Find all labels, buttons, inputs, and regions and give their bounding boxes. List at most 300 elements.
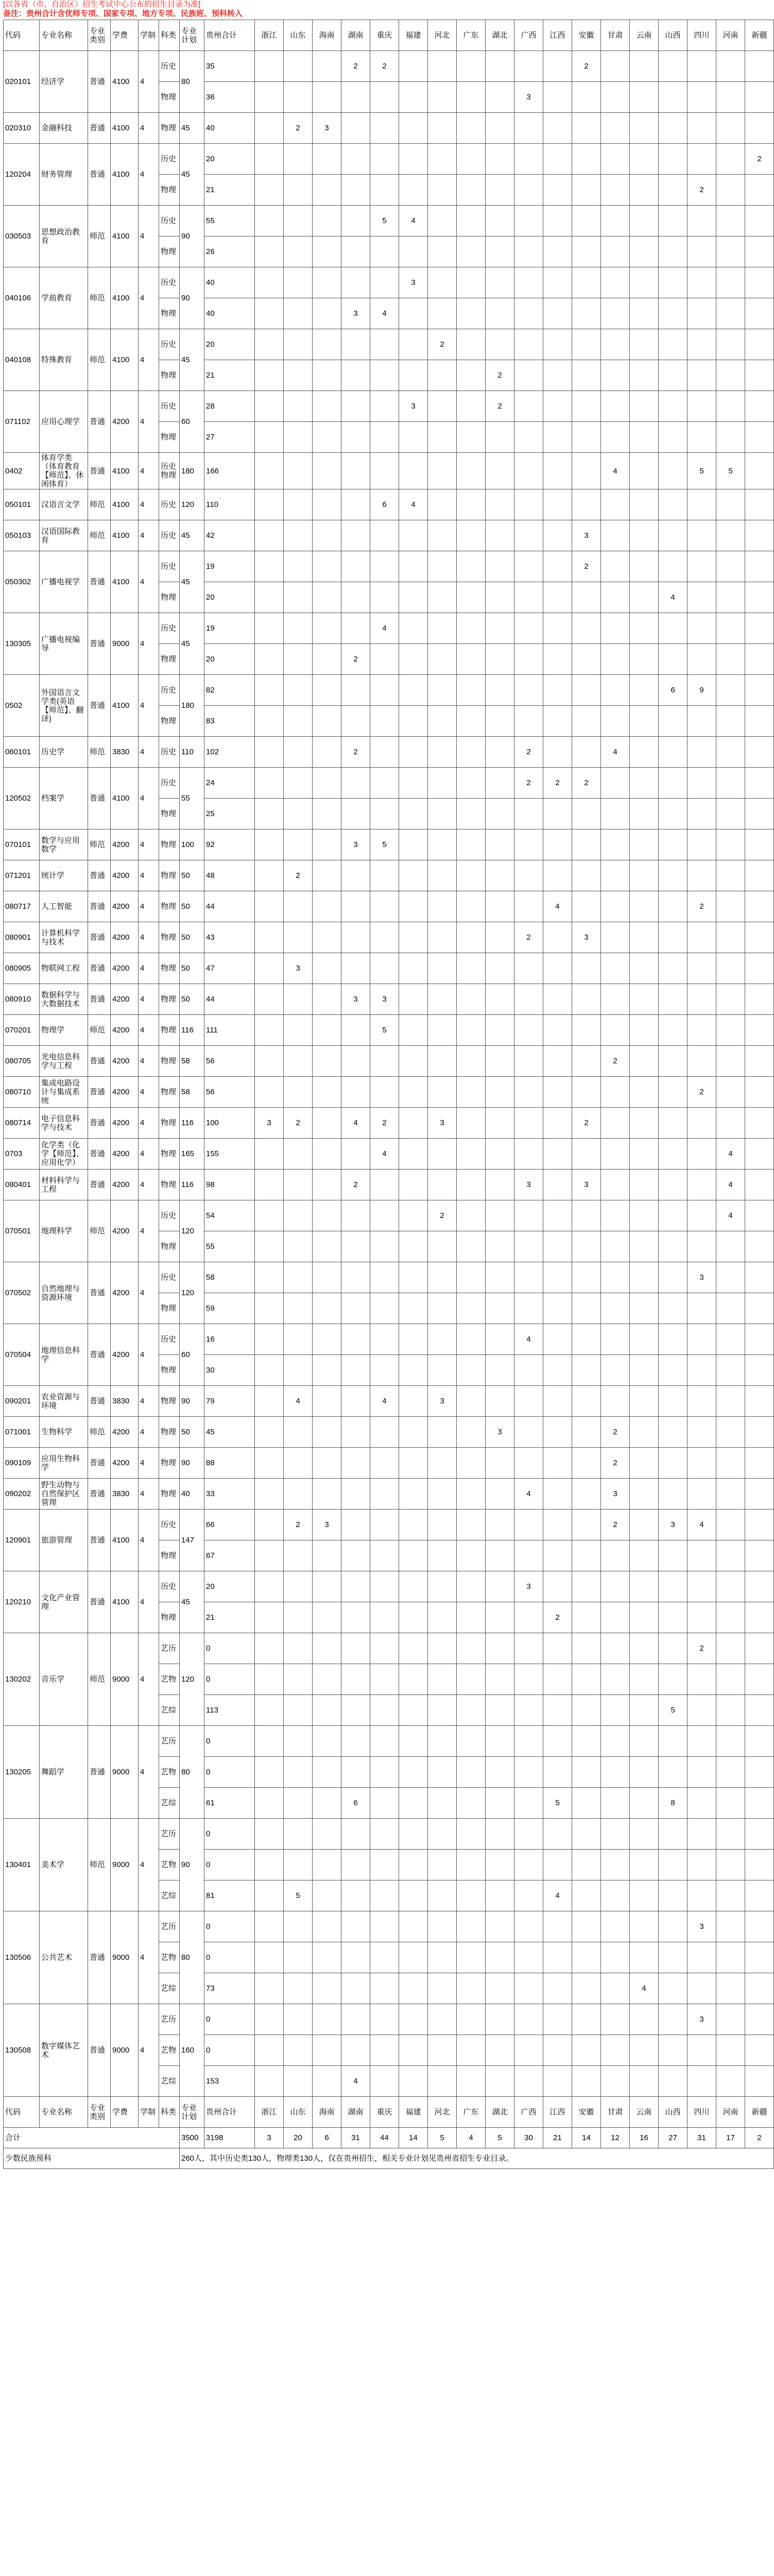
guizhou-total: 67	[204, 1540, 255, 1571]
province-quota	[341, 144, 370, 175]
province-quota	[630, 267, 659, 298]
province-quota	[630, 737, 659, 768]
province-quota	[486, 1942, 514, 1973]
major-name: 光电信息科学与工程	[40, 1046, 88, 1077]
guizhou-total: 20	[204, 1571, 255, 1602]
subject-category: 艺物	[159, 1757, 180, 1788]
province-quota: 4	[687, 1510, 716, 1540]
subject-category: 历史	[159, 391, 180, 422]
province-quota	[313, 799, 341, 829]
province-quota	[630, 1880, 659, 1911]
province-quota	[428, 1911, 457, 1942]
major-type: 普通	[88, 922, 111, 953]
province-quota: 3	[601, 1479, 630, 1510]
province-quota	[630, 2004, 659, 2035]
major-code: 0502	[4, 675, 40, 737]
province-quota	[370, 551, 399, 582]
duration: 4	[139, 675, 159, 737]
province-quota	[457, 329, 486, 360]
province-quota	[284, 1046, 313, 1077]
header-cell: 福建	[399, 2097, 428, 2128]
province-quota	[457, 582, 486, 613]
province-quota	[572, 1726, 601, 1757]
header-cell: 福建	[399, 20, 428, 51]
province-quota	[370, 1479, 399, 1510]
subject-category: 物理	[159, 706, 180, 737]
province-quota	[457, 2004, 486, 2035]
province-quota	[659, 1757, 687, 1788]
province-quota	[543, 422, 572, 453]
table-row	[4, 891, 774, 922]
province-quota	[572, 1200, 601, 1231]
duration: 4	[139, 551, 159, 613]
guizhou-total: 0	[204, 1664, 255, 1695]
province-quota	[601, 582, 630, 613]
major-code: 090109	[4, 1448, 40, 1479]
major-name: 汉语言文学	[40, 489, 88, 520]
province-quota	[543, 1757, 572, 1788]
province-quota	[428, 236, 457, 267]
province-quota	[659, 737, 687, 768]
province-quota	[543, 1046, 572, 1077]
province-quota	[716, 984, 745, 1015]
major-code: 071001	[4, 1417, 40, 1448]
province-quota: 2	[341, 51, 370, 82]
province-quota	[313, 360, 341, 391]
province-quota	[745, 422, 774, 453]
totals-province: 31	[341, 2128, 370, 2148]
province-quota	[659, 82, 687, 113]
province-quota: 4	[399, 206, 428, 236]
province-quota	[457, 1973, 486, 2004]
province-quota	[341, 1015, 370, 1046]
province-quota	[716, 1880, 745, 1911]
province-quota	[399, 1324, 428, 1355]
tuition-fee: 4200	[111, 1077, 139, 1108]
province-quota	[601, 422, 630, 453]
province-quota	[601, 1726, 630, 1757]
province-quota	[514, 1015, 543, 1046]
province-quota	[341, 1046, 370, 1077]
province-quota	[659, 1200, 687, 1231]
province-quota	[601, 1571, 630, 1602]
province-quota	[370, 391, 399, 422]
province-quota	[543, 298, 572, 329]
province-quota	[572, 267, 601, 298]
province-quota	[341, 1602, 370, 1633]
major-plan: 120	[180, 1200, 204, 1262]
province-quota	[457, 1293, 486, 1324]
province-quota	[457, 1262, 486, 1293]
province-quota	[313, 984, 341, 1015]
province-quota	[341, 82, 370, 113]
province-quota	[659, 1540, 687, 1571]
province-quota: 2	[486, 391, 514, 422]
province-quota	[428, 582, 457, 613]
province-quota: 3	[284, 953, 313, 984]
province-quota	[370, 175, 399, 206]
province-quota	[284, 984, 313, 1015]
province-quota	[399, 1015, 428, 1046]
province-quota	[745, 1880, 774, 1911]
province-quota	[255, 391, 284, 422]
major-code: 020310	[4, 113, 40, 144]
province-quota	[399, 1880, 428, 1911]
major-plan: 116	[180, 1015, 204, 1046]
province-quota	[514, 391, 543, 422]
table-row	[4, 1510, 774, 1540]
province-quota	[486, 1046, 514, 1077]
province-quota	[457, 1757, 486, 1788]
major-name: 公共艺术	[40, 1911, 88, 2004]
totals-row	[4, 2128, 774, 2148]
province-quota	[543, 51, 572, 82]
province-quota	[255, 1448, 284, 1479]
province-quota: 2	[284, 1108, 313, 1139]
province-quota	[486, 520, 514, 551]
subject-category: 历史	[159, 489, 180, 520]
subject-category: 物理	[159, 582, 180, 613]
province-quota	[428, 706, 457, 737]
province-quota: 2	[284, 1510, 313, 1540]
province-quota	[543, 144, 572, 175]
province-quota	[370, 1695, 399, 1726]
province-quota	[428, 144, 457, 175]
province-quota	[313, 1695, 341, 1726]
guizhou-total: 0	[204, 1726, 255, 1757]
province-quota	[543, 113, 572, 144]
province-quota	[572, 1324, 601, 1355]
province-quota	[745, 1911, 774, 1942]
major-type: 普通	[88, 144, 111, 206]
province-quota	[255, 51, 284, 82]
province-quota: 8	[659, 1788, 687, 1819]
province-quota	[399, 453, 428, 489]
province-quota	[457, 1015, 486, 1046]
province-quota	[428, 860, 457, 891]
province-quota	[716, 1324, 745, 1355]
province-quota	[370, 582, 399, 613]
province-quota	[745, 1231, 774, 1262]
province-quota	[687, 1108, 716, 1139]
province-quota	[687, 391, 716, 422]
province-quota	[716, 422, 745, 453]
province-quota	[514, 1046, 543, 1077]
table-row	[4, 551, 774, 582]
province-quota	[630, 1633, 659, 1664]
province-quota	[341, 360, 370, 391]
province-quota	[543, 1262, 572, 1293]
major-code: 120502	[4, 768, 40, 829]
province-quota: 4	[370, 1139, 399, 1170]
province-quota	[428, 768, 457, 799]
province-quota	[716, 391, 745, 422]
province-quota	[745, 1262, 774, 1293]
province-quota	[370, 737, 399, 768]
province-quota	[601, 1850, 630, 1880]
guizhou-total: 100	[204, 1108, 255, 1139]
province-quota	[399, 953, 428, 984]
province-quota	[399, 922, 428, 953]
province-quota	[255, 206, 284, 236]
header-cell: 海南	[313, 20, 341, 51]
province-quota	[572, 298, 601, 329]
province-quota	[255, 644, 284, 675]
province-quota	[716, 236, 745, 267]
duration: 4	[139, 860, 159, 891]
province-quota	[687, 799, 716, 829]
province-quota	[630, 1015, 659, 1046]
province-quota	[284, 768, 313, 799]
header-cell: 湖北	[486, 2097, 514, 2128]
province-quota	[716, 360, 745, 391]
table-row	[4, 953, 774, 984]
province-quota	[687, 113, 716, 144]
province-quota	[399, 1170, 428, 1200]
province-quota: 4	[601, 453, 630, 489]
table-row	[4, 1448, 774, 1479]
province-quota	[399, 1602, 428, 1633]
duration: 4	[139, 1448, 159, 1479]
guizhou-total: 54	[204, 1200, 255, 1231]
province-quota	[716, 1417, 745, 1448]
province-quota	[370, 1942, 399, 1973]
province-quota	[313, 860, 341, 891]
province-quota	[370, 1757, 399, 1788]
province-quota	[630, 298, 659, 329]
major-type: 师范	[88, 829, 111, 860]
guizhou-total: 45	[204, 1417, 255, 1448]
tuition-fee: 4100	[111, 453, 139, 489]
major-type: 普通	[88, 953, 111, 984]
major-name: 材料科学与工程	[40, 1170, 88, 1200]
province-quota	[745, 1664, 774, 1695]
province-quota	[341, 1540, 370, 1571]
major-code: 080705	[4, 1046, 40, 1077]
province-quota	[745, 1046, 774, 1077]
guizhou-total: 0	[204, 1911, 255, 1942]
province-quota	[630, 1448, 659, 1479]
province-quota	[313, 922, 341, 953]
province-quota	[284, 1262, 313, 1293]
province-quota	[630, 829, 659, 860]
province-quota	[284, 1139, 313, 1170]
guizhou-total: 61	[204, 1788, 255, 1819]
province-quota	[399, 1695, 428, 1726]
province-quota	[255, 1911, 284, 1942]
tuition-fee: 4200	[111, 1015, 139, 1046]
province-quota	[486, 236, 514, 267]
province-quota	[370, 422, 399, 453]
province-quota	[745, 1757, 774, 1788]
province-quota	[514, 1077, 543, 1108]
major-plan: 90	[180, 267, 204, 329]
province-quota	[514, 860, 543, 891]
guizhou-total: 166	[204, 453, 255, 489]
province-quota	[457, 551, 486, 582]
province-quota	[572, 1293, 601, 1324]
province-quota	[659, 1262, 687, 1293]
province-quota	[543, 2035, 572, 2066]
province-quota	[514, 675, 543, 706]
duration: 4	[139, 1170, 159, 1200]
province-quota: 2	[687, 891, 716, 922]
province-quota	[284, 1015, 313, 1046]
province-quota	[514, 1973, 543, 2004]
province-quota	[716, 1262, 745, 1293]
province-quota	[601, 1664, 630, 1695]
subject-category: 艺历	[159, 2004, 180, 2035]
province-quota	[370, 267, 399, 298]
province-quota	[399, 236, 428, 267]
province-quota	[486, 675, 514, 706]
major-code: 080901	[4, 922, 40, 953]
province-quota	[428, 1510, 457, 1540]
duration: 4	[139, 1108, 159, 1139]
province-quota	[514, 1633, 543, 1664]
major-name: 物联网工程	[40, 953, 88, 984]
tuition-fee: 4200	[111, 829, 139, 860]
province-quota	[659, 1726, 687, 1757]
duration: 4	[139, 1819, 159, 1911]
province-quota	[370, 1602, 399, 1633]
province-quota	[659, 206, 687, 236]
major-name: 化学类（化学【师范】、应用化学）	[40, 1139, 88, 1170]
province-quota	[745, 551, 774, 582]
table-row	[4, 453, 774, 489]
province-quota	[399, 1448, 428, 1479]
guizhou-total: 92	[204, 829, 255, 860]
province-quota	[370, 1571, 399, 1602]
subject-category: 历史	[159, 551, 180, 582]
province-quota: 3	[572, 1170, 601, 1200]
province-quota	[543, 391, 572, 422]
province-quota	[428, 2004, 457, 2035]
province-quota	[255, 422, 284, 453]
province-quota	[687, 520, 716, 551]
minority-text: 260人，其中历史类130人，物理类130人，仅在贵州招生，相关专业计划见贵州省招生专业目录。	[180, 2148, 774, 2169]
province-quota	[486, 644, 514, 675]
province-quota	[601, 520, 630, 551]
guizhou-total: 0	[204, 1819, 255, 1850]
province-quota	[313, 737, 341, 768]
duration: 4	[139, 922, 159, 953]
duration: 4	[139, 953, 159, 984]
province-quota	[716, 1448, 745, 1479]
province-quota	[284, 1602, 313, 1633]
province-quota	[630, 953, 659, 984]
province-quota	[687, 2035, 716, 2066]
province-quota	[486, 144, 514, 175]
guizhou-total: 59	[204, 1293, 255, 1324]
province-quota	[399, 1231, 428, 1262]
province-quota	[716, 82, 745, 113]
province-quota	[284, 829, 313, 860]
header-cell: 湖南	[341, 2097, 370, 2128]
header-cell: 海南	[313, 2097, 341, 2128]
subject-category: 物理	[159, 1077, 180, 1108]
province-quota	[313, 1726, 341, 1757]
province-quota: 3	[399, 267, 428, 298]
guizhou-total: 110	[204, 489, 255, 520]
province-quota	[370, 1293, 399, 1324]
major-name: 计算机科学与技术	[40, 922, 88, 953]
province-quota	[630, 860, 659, 891]
duration: 4	[139, 144, 159, 206]
province-quota	[716, 1077, 745, 1108]
province-quota: 4	[716, 1139, 745, 1170]
province-quota	[370, 1077, 399, 1108]
province-quota	[255, 1695, 284, 1726]
province-quota	[486, 1108, 514, 1139]
province-quota	[341, 113, 370, 144]
province-quota	[745, 453, 774, 489]
province-quota	[659, 453, 687, 489]
province-quota	[341, 706, 370, 737]
guizhou-total: 88	[204, 1448, 255, 1479]
province-quota	[370, 1880, 399, 1911]
province-quota	[255, 1664, 284, 1695]
tuition-fee: 4100	[111, 520, 139, 551]
table-row	[4, 1046, 774, 1077]
major-plan: 80	[180, 1726, 204, 1819]
province-quota: 2	[341, 644, 370, 675]
province-quota	[514, 1664, 543, 1695]
province-quota	[745, 1324, 774, 1355]
tuition-fee: 4100	[111, 51, 139, 113]
tuition-fee: 4100	[111, 144, 139, 206]
major-plan: 90	[180, 206, 204, 267]
header-cell: 河北	[428, 20, 457, 51]
province-quota: 3	[428, 1386, 457, 1417]
major-code: 071201	[4, 860, 40, 891]
province-quota	[514, 829, 543, 860]
province-quota: 4	[659, 582, 687, 613]
province-quota	[486, 1231, 514, 1262]
province-quota	[572, 1819, 601, 1850]
province-quota	[601, 391, 630, 422]
province-quota	[255, 953, 284, 984]
major-name: 体育学类（体育教育【师范】、休闲体育）	[40, 453, 88, 489]
table-row	[4, 984, 774, 1015]
province-quota	[601, 1108, 630, 1139]
tuition-fee: 4200	[111, 1324, 139, 1386]
province-quota	[630, 922, 659, 953]
province-quota	[486, 922, 514, 953]
province-quota: 4	[514, 1479, 543, 1510]
table-row	[4, 113, 774, 144]
province-quota	[716, 860, 745, 891]
province-quota: 4	[370, 1386, 399, 1417]
province-quota	[313, 1540, 341, 1571]
province-quota	[543, 82, 572, 113]
province-quota	[716, 1231, 745, 1262]
province-quota	[716, 953, 745, 984]
province-quota	[486, 1448, 514, 1479]
province-quota	[601, 1695, 630, 1726]
tuition-fee: 4200	[111, 1448, 139, 1479]
province-quota	[341, 1819, 370, 1850]
province-quota	[486, 1510, 514, 1540]
province-quota	[284, 1726, 313, 1757]
province-quota	[255, 360, 284, 391]
minority-row	[4, 2148, 774, 2169]
major-type: 普通	[88, 551, 111, 613]
subject-category: 物理	[159, 1602, 180, 1633]
province-quota	[543, 1170, 572, 1200]
province-quota	[255, 768, 284, 799]
province-quota: 3	[341, 984, 370, 1015]
